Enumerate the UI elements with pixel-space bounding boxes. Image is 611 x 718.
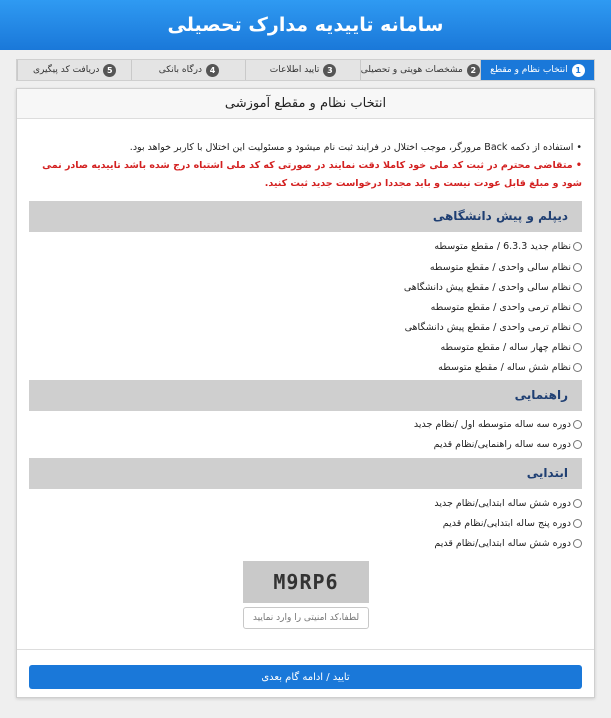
radio-input[interactable] (573, 519, 582, 528)
radio-input[interactable] (573, 499, 582, 508)
step-number: 3 (323, 64, 336, 77)
radio-option[interactable] (431, 298, 582, 316)
step-identity[interactable] (360, 60, 480, 80)
back-button-notice: • استفاده از دکمه Back مرورگر، موجب اختلال در فرایند ثبت نام میشود و مسئولیت این اختلال با کاربر خواهد بود. (129, 142, 582, 153)
main-panel (16, 88, 595, 698)
option-label: نظام ترمی واحدی / مقطع متوسطه (430, 301, 571, 313)
captcha-input[interactable] (243, 607, 369, 629)
divider (17, 649, 594, 650)
option-label: نظام جدید 6.3.3 / مقطع متوسطه (434, 240, 571, 252)
step-label: مشخصات هویتی و تحصیلی (360, 65, 463, 75)
step-number: 4 (206, 64, 219, 77)
step-label: تایید اطلاعات (269, 65, 320, 75)
option-label: دوره شش ساله ابتدایی/نظام جدید (434, 497, 571, 509)
option-label: دوره سه ساله متوسطه اول /نظام جدید (413, 418, 571, 430)
radio-input[interactable] (573, 303, 582, 312)
radio-option[interactable] (440, 338, 582, 356)
radio-input[interactable] (573, 363, 582, 372)
captcha-image: M9RP6 (243, 561, 369, 603)
radio-option[interactable] (434, 237, 582, 255)
step-label: انتخاب نظام و مقطع (490, 65, 568, 75)
panel-title: انتخاب نظام و مقطع آموزشی (17, 89, 594, 119)
app-header (0, 0, 611, 50)
step-confirm[interactable] (245, 60, 359, 80)
radio-input[interactable] (573, 263, 582, 272)
section-guidance-heading: راهنمایی (29, 380, 582, 411)
step-number: 5 (103, 64, 116, 77)
radio-input[interactable] (573, 539, 582, 548)
option-label: نظام ترمی واحدی / مقطع پیش دانشگاهی (404, 321, 571, 333)
radio-input[interactable] (573, 323, 582, 332)
radio-option[interactable] (404, 278, 582, 296)
submit-next-button[interactable]: تایید / ادامه گام بعدی (29, 665, 582, 689)
wizard-steps (16, 59, 595, 81)
option-label: دوره شش ساله ابتدایی/نظام قدیم (434, 537, 571, 549)
option-label: نظام سالی واحدی / مقطع پیش دانشگاهی (403, 281, 571, 293)
radio-option[interactable] (434, 435, 582, 453)
radio-option[interactable] (414, 415, 582, 433)
section-diploma-heading: دیپلم و پیش دانشگاهی (29, 201, 582, 232)
radio-option[interactable] (434, 494, 582, 512)
section-primary-heading: ابتدایی (29, 458, 582, 489)
option-label: دوره سه ساله راهنمایی/نظام قدیم (433, 438, 571, 450)
option-label: نظام سالی واحدی / مقطع متوسطه (429, 261, 571, 273)
radio-input[interactable] (573, 420, 582, 429)
step-select-system[interactable] (480, 60, 594, 80)
radio-input[interactable] (573, 440, 582, 449)
step-label: درگاه بانکی (158, 65, 202, 75)
radio-input[interactable] (573, 283, 582, 292)
radio-option[interactable] (438, 358, 582, 376)
step-number: 1 (572, 64, 585, 77)
app-title: سامانه تاییدیه مدارک تحصیلی (167, 14, 444, 36)
option-label: نظام چهار ساله / مقطع متوسطه (440, 341, 571, 353)
radio-option[interactable] (405, 318, 582, 336)
radio-option[interactable] (434, 534, 582, 552)
step-number: 2 (467, 64, 480, 77)
radio-option[interactable] (430, 258, 582, 276)
radio-input[interactable] (573, 343, 582, 352)
step-label: دریافت کد پیگیری (32, 65, 100, 75)
option-label: نظام شش ساله / مقطع متوسطه (438, 361, 571, 373)
option-label: دوره پنج ساله ابتدایی/نظام قدیم (442, 517, 571, 529)
step-bank-gateway[interactable] (131, 60, 245, 80)
step-tracking-code[interactable] (17, 60, 131, 80)
radio-option[interactable] (443, 514, 582, 532)
notices (27, 139, 582, 193)
national-code-warning: • متقاضی محترم در ثبت کد ملی خود کاملا دقت نمایند در صورتی که کد ملی اشتباه درج شده باشد تاییدیه صادر نمی شود و مبلغ قابل عودت نیست و باید مجددا درخواست جدید ثبت کنید. (42, 160, 582, 189)
radio-input[interactable] (573, 242, 582, 251)
